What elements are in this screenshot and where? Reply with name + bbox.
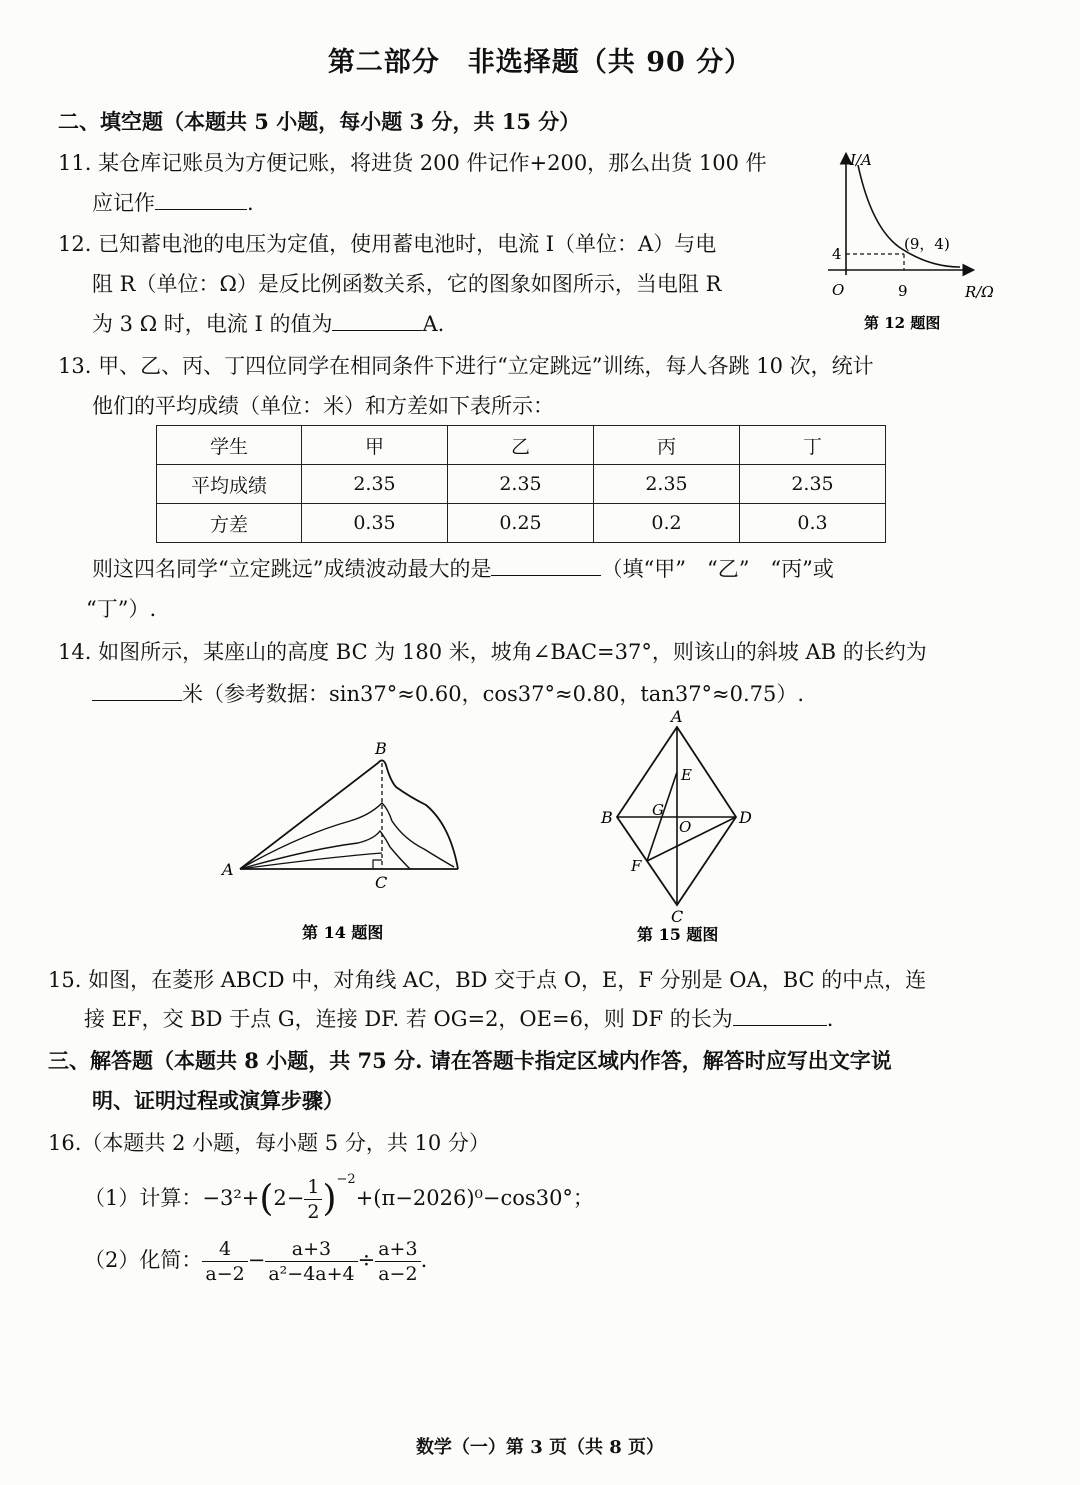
x-tick-label: 9 — [898, 282, 908, 300]
table-cell: 丁 — [740, 426, 886, 465]
table-cell: 0.35 — [302, 504, 448, 543]
label-c: C — [671, 907, 684, 926]
q14-answer-blank[interactable] — [92, 678, 182, 701]
section-3-heading-line-1: 三、解答题（本题共 8 小题，共 75 分. 请在答题卡指定区域内作答，解答时应写出文字说 — [48, 1048, 892, 1073]
page-title: 第二部分 非选择题（共 90 分） — [327, 47, 753, 78]
q13-answer-blank[interactable] — [491, 553, 601, 576]
right-angle-mark — [373, 860, 382, 869]
q13-line-2: 他们的平均成绩（单位：米）和方差如下表所示： — [92, 394, 554, 418]
q15-answer-blank[interactable] — [733, 1003, 827, 1026]
table-cell: 2.35 — [740, 465, 886, 504]
q13-table — [156, 425, 886, 543]
mountain-ridge-3 — [240, 853, 382, 869]
label-d: D — [739, 808, 752, 827]
q13-line-4: “丁”）. — [86, 597, 157, 621]
q11-line-1: 11. 某仓库记账员为方便记账，将进货 200 件记作+200，那么出货 100 件 — [58, 151, 767, 175]
q15-figure — [595, 705, 765, 950]
q15-caption: 第 15 题图 — [637, 925, 719, 944]
table-cell: 2.35 — [302, 465, 448, 504]
label-c: C — [375, 873, 388, 892]
table-cell: 平均成绩 — [157, 465, 302, 504]
label-f: F — [631, 857, 642, 875]
table-cell: 2.35 — [448, 465, 594, 504]
q14-caption: 第 14 题图 — [302, 923, 384, 942]
fraction-2: $\frac{a+3}{\text{a²−4a+4}}$ — [265, 1237, 357, 1286]
label-e: E — [681, 766, 692, 784]
table-row — [157, 504, 886, 543]
q12-line-2: 阻 R（单位：Ω）是反比例函数关系，它的图象如图所示，当电阻 R — [92, 272, 722, 296]
table-cell: 0.2 — [594, 504, 740, 543]
table-cell: 学生 — [157, 426, 302, 465]
label-b: B — [601, 808, 613, 827]
fraction-1: $\frac{4}{a-2}$ — [202, 1237, 247, 1286]
q16-part-2: （2）化简： $\frac{4}{a-2}$ − $\frac{a+3}{\text{a²−4a+4}}$ ÷ $\frac{a+3}{a-2}$ . — [84, 1238, 428, 1285]
table-cell: 丙 — [594, 426, 740, 465]
table-cell: 0.3 — [740, 504, 886, 543]
point-label: (9，4) — [904, 235, 950, 253]
q12-line-3: 为 3 Ω 时，电流 I 的值为 A. — [92, 308, 444, 338]
q12-line-1: 12. 已知蓄电池的电压为定值，使用蓄电池时，电流 I（单位：A）与电 — [58, 232, 717, 256]
y-axis-label: I/A — [850, 151, 872, 169]
q13-line-1: 13. 甲、乙、丙、丁四位同学在相同条件下进行“立定跳远”训练，每人各跳 10 次，统计 — [58, 354, 874, 378]
q12-figure — [820, 145, 1000, 335]
q14-line-2: 米（参考数据：sin37°≈0.60，cos37°≈0.80，tan37°≈0.75）. — [92, 678, 804, 708]
section-2-heading: 二、填空题（本题共 5 小题，每小题 3 分，共 15 分） — [58, 109, 581, 134]
origin-label: O — [832, 281, 845, 299]
q13-line-3: 则这四名同学“立定跳远”成绩波动最大的是 （填“甲” “乙” “丙”或 — [92, 553, 834, 583]
label-o: O — [679, 818, 692, 836]
fraction-one-half: $\frac{1}{2}$ — [304, 1175, 322, 1224]
q15-line-1: 15. 如图，在菱形 ABCD 中，对角线 AC，BD 交于点 O，E，F 分别是 OA，BC 的中点，连 — [48, 968, 927, 992]
table-row — [157, 465, 886, 504]
label-a: A — [222, 860, 234, 879]
table-header-row — [157, 426, 886, 465]
page-footer: 数学（一）第 3 页（共 8 页） — [415, 1437, 665, 1458]
label-g: G — [652, 801, 664, 819]
mountain-ridge-1 — [240, 803, 454, 869]
q12-caption: 第 12 题图 — [864, 314, 941, 332]
q14-figure — [210, 735, 480, 950]
q14-line-1: 14. 如图所示，某座山的高度 BC 为 180 米，坡角∠BAC=37°，则该山的斜坡 AB 的长约为 — [58, 640, 927, 664]
mountain-outline — [240, 760, 458, 869]
q11-line-2: 应记作 . — [92, 187, 254, 217]
q16-heading: 16.（本题共 2 小题，每小题 5 分，共 10 分） — [48, 1131, 490, 1155]
label-a: A — [671, 707, 683, 726]
label-b: B — [375, 739, 387, 758]
q12-answer-blank[interactable] — [332, 308, 422, 331]
y-tick-label: 4 — [832, 245, 842, 263]
q15-line-2: 接 EF，交 BD 于点 G，连接 DF. 若 OG=2，OE=6，则 DF 的长为 . — [84, 1003, 833, 1033]
table-cell: 0.25 — [448, 504, 594, 543]
table-cell: 方差 — [157, 504, 302, 543]
q11-answer-blank[interactable] — [155, 187, 247, 210]
x-axis-label: R/Ω — [965, 283, 994, 301]
q16-part-1: （1）计算：−3²+(2− $\frac{1}{2}$ )$^{-2}$+(π−2026)⁰−cos30°； — [84, 1172, 594, 1223]
fraction-3: $\frac{a+3}{a-2}$ — [375, 1237, 420, 1286]
table-cell: 乙 — [448, 426, 594, 465]
section-3-heading-line-2: 明、证明过程或演算步骤） — [92, 1088, 344, 1113]
table-cell: 甲 — [302, 426, 448, 465]
table-cell: 2.35 — [594, 465, 740, 504]
